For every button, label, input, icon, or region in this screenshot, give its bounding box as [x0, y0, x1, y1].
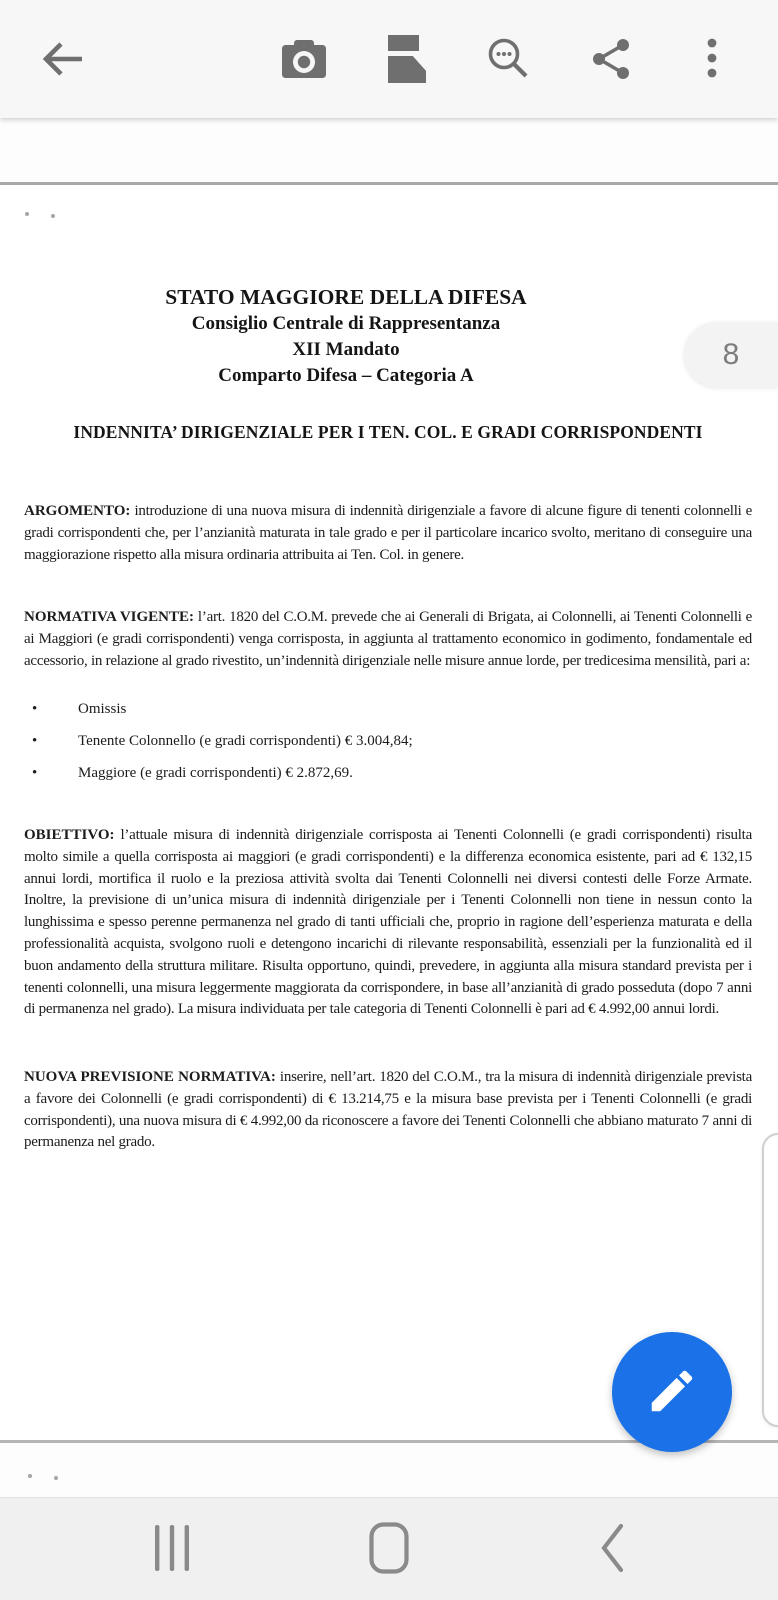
- back-nav-button[interactable]: [552, 1498, 672, 1600]
- scan-speck: [51, 214, 55, 218]
- top-toolbar: [0, 0, 778, 118]
- section-obiettivo-label: OBIETTIVO:: [24, 827, 115, 843]
- bullet-icon: •: [32, 765, 38, 781]
- pencil-edit-icon: [645, 1364, 699, 1421]
- list-item-text: Maggiore (e gradi corrispondenti) € 2.872,69.: [78, 765, 353, 781]
- list-item-text: Tenente Colonnello (e gradi corrispondenti) € 3.004,84;: [78, 733, 413, 749]
- section-obiettivo-text: l’attuale misura di indennità dirigenziale corrisposta ai Tenenti Colonnelli (e gradi corrispondenti) risulta molto simile a quella corrisposta ai maggiori (e gradi corrispondenti) e la differenza economica esistente, pari ad € 132,15 annui lordi, mortifica il ruolo e la preziosa attività svolta dai Tenenti Colonnelli nei diversi contesti delle Forze Armate. Inoltre, la previsione di un’unica misura di indennità dirigenziale per i Tenenti Colonnelli non tiene in nessun conto la lunghissima e spesso perenne permanenza nel grado di tanti ufficiali che, proprio in ragione dell’esperienza maturata e della professionalità acquista, svolgono ruoli e detengono incarichi di rilevante responsabilità, essenziali per la funzionalità ed il buon andamento della struttura militare. Risulta opportuno, quindi, prevedere, in aggiunta alla misura standard prevista per i tenenti colonnelli, una misura leggermente maggiorata da corrispondere, in base all’anzianità di grado posseduta (dopo 7 anni di permanenza nel grado). La misura individuata per tale categoria di Tenenti Colonnelli è pari ad € 4.992,00 annui lordi.: [24, 827, 752, 1018]
- document-page[interactable]: [0, 185, 778, 1440]
- scan-speck: [54, 1476, 58, 1480]
- search-icon: [486, 36, 532, 82]
- letterhead-line-4: Comparto Difesa – Categoria A: [218, 365, 474, 386]
- list-item-text: Omissis: [78, 701, 127, 717]
- page-view-mode-button[interactable]: [382, 0, 432, 118]
- share-button[interactable]: [588, 0, 636, 118]
- section-nuova-text: inserire, nell’art. 1820 del C.O.M., tra la misura di indennità dirigenziale prevista a favore dei Colonnelli (e gradi corrispondenti) di € 13.214,75 e la misura base prevista per i Tenenti Colonnelli (e gradi corrispondenti), una nuova misura di € 4.992,00 da riconoscere a favore dei Tenenti Colonnelli che abbiano maturato 7 anni di permanenza nel grado.: [24, 1069, 752, 1151]
- system-navigation-bar: [0, 1497, 778, 1600]
- list-item: [32, 699, 738, 720]
- list-item: [32, 731, 738, 752]
- section-argomento: [24, 501, 752, 566]
- back-chevron-icon: [600, 1523, 624, 1576]
- section-argomento-label: ARGOMENTO:: [24, 503, 131, 519]
- section-normativa-vigente: [24, 607, 752, 672]
- document-letterhead: [0, 283, 692, 389]
- document-title: INDENNITA’ DIRIGENZIALE PER I TEN. COL. E GRADI CORRISPONDENTI: [73, 422, 703, 442]
- scan-speck: [28, 1474, 32, 1478]
- search-in-document-button[interactable]: [483, 0, 535, 118]
- home-icon: [369, 1522, 409, 1577]
- list-item: [32, 763, 738, 784]
- page-number-badge: [684, 322, 778, 387]
- page-number: 8: [722, 337, 740, 371]
- back-arrow-icon: [37, 37, 87, 81]
- section-nuova-previsione: [24, 1067, 752, 1154]
- section-nuova-label: NUOVA PREVISIONE NORMATIVA:: [24, 1069, 276, 1085]
- camera-icon: [281, 39, 327, 79]
- letterhead-line-3: XII Mandato: [292, 339, 400, 360]
- share-icon: [590, 37, 634, 81]
- section-argomento-text: introduzione di una nuova misura di indennità dirigenziale a favore di alcune figure di tenenti colonnelli e gradi corrispondenti che, per l’anzianità maturata in tale grado e per il particolare incarico svolto, meritano di conseguire una maggiorazione rispetto alla misura ordinaria attribuita ai Ten. Col. in genere.: [24, 503, 752, 563]
- back-button[interactable]: [32, 0, 92, 118]
- overflow-menu-button[interactable]: [692, 0, 732, 118]
- previous-page-bottom: [0, 118, 778, 182]
- scrollbar-thumb[interactable]: [762, 1133, 778, 1427]
- bullet-icon: •: [32, 701, 38, 717]
- bullet-icon: •: [32, 733, 38, 749]
- edit-fab-button[interactable]: [612, 1332, 732, 1452]
- home-button[interactable]: [329, 1498, 449, 1600]
- letterhead-line-2: Consiglio Centrale di Rappresentanza: [191, 313, 501, 334]
- letterhead-line-1: STATO MAGGIORE DELLA DIFESA: [165, 285, 527, 309]
- section-obiettivo: [24, 825, 752, 1021]
- more-vert-icon: [707, 37, 717, 81]
- section-normativa-label: NORMATIVA VIGENTE:: [24, 609, 195, 625]
- camera-capture-button[interactable]: [279, 0, 329, 118]
- scan-speck: [25, 212, 29, 216]
- recents-button[interactable]: [112, 1498, 232, 1600]
- section-normativa-text: l’art. 1820 del C.O.M. prevede che ai Generali di Brigata, ai Colonnelli, ai Tenenti Colonnelli e ai Maggiori (e gradi corrispondenti) venga corrisposta, in aggiunta al trattamento economico in godimento, fondamentale ed accessorio, in relazione al grado rivestito, un’indennità dirigenziale nelle misure annue lorde, per tredicesima mensilità, pari a:: [24, 609, 753, 669]
- page-view-icon: [387, 34, 427, 84]
- page-separator-top: [0, 182, 778, 185]
- recents-icon: [154, 1524, 190, 1575]
